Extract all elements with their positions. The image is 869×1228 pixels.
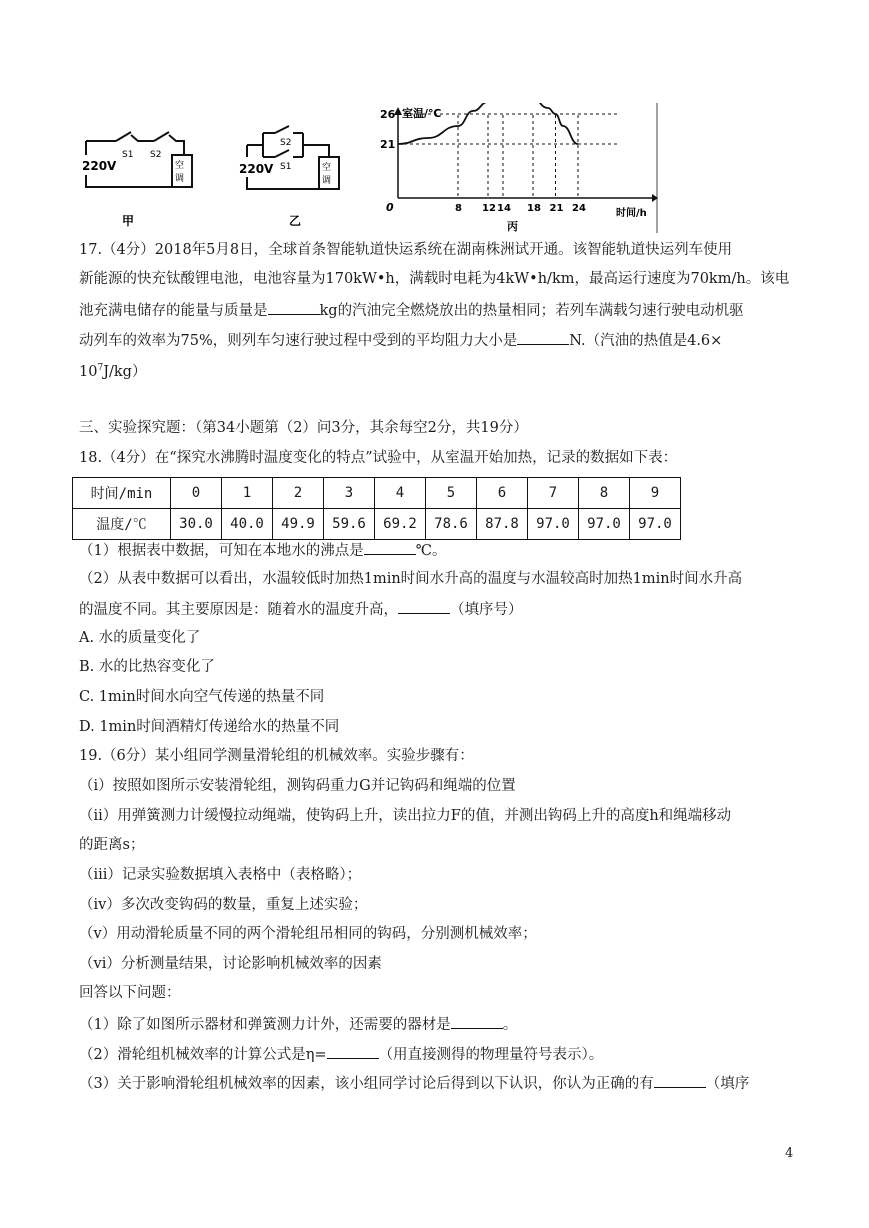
q19-answer-blank-3[interactable] bbox=[654, 1072, 706, 1088]
x-tick-label: 8 bbox=[455, 203, 462, 214]
q19-step-4: （iv）多次改变钩码的数量，重复上述实验； bbox=[79, 897, 368, 913]
page-number: 4 bbox=[785, 1146, 794, 1161]
jia-voltage: 220V bbox=[82, 159, 117, 173]
q19-answer-1 bbox=[79, 1013, 517, 1035]
q17-line2: 新能源的快充钛酸锂电池，电池容量为170kW•h，满载时电耗为4kW•h/km，最高运行速度为70km/h。该电 bbox=[79, 271, 790, 287]
svg-text:空: 空 bbox=[175, 161, 185, 171]
q18-part2-line2 bbox=[79, 598, 523, 620]
q17-line1: 17.（4分）2018年5月8日，全球首条智能轨道快运系统在湖南株洲试开通。该智能轨道快运列车使用 bbox=[79, 242, 733, 258]
svg-text:空: 空 bbox=[322, 163, 332, 173]
table-cell: 59.6 bbox=[324, 509, 375, 540]
table-cell: 40.0 bbox=[222, 509, 273, 540]
q19-answer-2-text: （2）滑轮组机械效率的计算公式是η= bbox=[79, 1047, 327, 1063]
q18-answer-blank-2[interactable] bbox=[398, 598, 450, 614]
q19-answer-1-end: 。 bbox=[502, 1017, 518, 1033]
figure-bing-chart bbox=[380, 103, 660, 233]
table-cell: 8 bbox=[579, 478, 630, 509]
q18-part2-hint: （填序号） bbox=[450, 602, 523, 618]
q19-intro: 19.（6分）某小组同学测量滑轮组的机械效率。实验步骤有： bbox=[79, 748, 474, 764]
q17-answer-blank-1[interactable] bbox=[268, 299, 320, 315]
q17-line5-unit: J/kg） bbox=[103, 363, 147, 380]
table-row-temperature bbox=[73, 509, 681, 540]
table-cell: 30.0 bbox=[171, 509, 222, 540]
q18-option-d: D. 1min时间酒精灯传递给水的热量不同 bbox=[79, 719, 340, 735]
jia-caption: 甲 bbox=[122, 214, 135, 228]
q18-part2-line1: （2）从表中数据可以看出，水温较低时加热1min时间水升高的温度与水温较高时加热1min时间水升高 bbox=[79, 571, 743, 587]
bing-caption: 丙 bbox=[507, 220, 518, 233]
table-cell: 97.0 bbox=[579, 509, 630, 540]
figure-jia bbox=[76, 125, 206, 230]
q19-step-5: （v）用动滑轮质量不同的两个滑轮组吊相同的钩码，分别测机械效率； bbox=[79, 926, 537, 942]
q19-answer-blank-2[interactable] bbox=[327, 1043, 379, 1059]
table-cell: 7 bbox=[528, 478, 579, 509]
q17-line4 bbox=[79, 329, 722, 351]
x-tick-label: 12 bbox=[482, 203, 496, 214]
x-axis-label: 时间/h bbox=[616, 208, 647, 219]
q19-step-2: （ii）用弹簧测力计缓慢拉动绳端，使钩码上升，读出拉力F的值，并测出钩码上升的高度h和绳端移动 bbox=[79, 808, 732, 824]
q19-step-2-cont: 的距离s； bbox=[79, 837, 145, 853]
q18-part1 bbox=[79, 539, 446, 561]
x-tick-label: 18 bbox=[527, 203, 541, 214]
section3-heading: 三、实验探究题：（第34小题第（2）问3分，其余每空2分，共19分） bbox=[79, 420, 528, 436]
q19-answer-1-text: （1）除了如图所示器材和弹簧测力计外，还需要的器材是 bbox=[79, 1017, 451, 1033]
table-cell: 97.0 bbox=[630, 509, 681, 540]
q17-line3-text-a: 池充满电储存的能量与质量是 bbox=[79, 303, 268, 319]
table-row-time bbox=[73, 478, 681, 509]
y-axis-label: 室温/℃ bbox=[402, 107, 442, 120]
table-cell: 9 bbox=[630, 478, 681, 509]
yi-caption: 乙 bbox=[289, 214, 302, 228]
q19-step-6: （vi）分析测量结果，讨论影响机械效率的因素 bbox=[79, 956, 382, 972]
table-cell: 2 bbox=[273, 478, 324, 509]
q18-option-b: B. 水的比热容变化了 bbox=[79, 659, 215, 675]
q19-answer-3-hint: （填序 bbox=[705, 1076, 750, 1092]
q18-part2-text: 的温度不同。其主要原因是：随着水的温度升高， bbox=[79, 602, 398, 618]
yi-voltage: 220V bbox=[239, 162, 274, 176]
q17-line4-text-b: N.（汽油的热值是4.6× bbox=[569, 333, 723, 349]
origin-label: 0 bbox=[386, 201, 394, 214]
q17-line5-exponent: 7 bbox=[97, 363, 104, 373]
svg-text:调: 调 bbox=[175, 174, 185, 184]
x-tick-label: 14 bbox=[497, 203, 511, 214]
q19-answer-3 bbox=[79, 1072, 749, 1094]
table-cell: 5 bbox=[426, 478, 477, 509]
q17-line3 bbox=[79, 299, 744, 321]
q19-ask: 回答以下问题： bbox=[79, 985, 181, 1001]
table-cell: 0 bbox=[171, 478, 222, 509]
figure-yi bbox=[233, 125, 353, 230]
q17-answer-blank-2[interactable] bbox=[517, 329, 569, 345]
yi-s2-label: S2 bbox=[280, 138, 292, 148]
q19-step-3: （iii）记录实验数据填入表格中（表格略）； bbox=[79, 867, 362, 883]
q18-intro: 18.（4分）在“探究水沸腾时温度变化的特点”试验中，从室温开始加热，记录的数据如下表： bbox=[79, 450, 678, 466]
q18-data-table bbox=[72, 477, 681, 540]
q18-option-c: C. 1min时间水向空气传递的热量不同 bbox=[79, 689, 325, 705]
yi-s1-label: S1 bbox=[280, 162, 292, 172]
y-tick-label: 26 bbox=[380, 108, 396, 121]
x-tick-label: 24 bbox=[572, 203, 586, 214]
table-cell: 69.2 bbox=[375, 509, 426, 540]
q19-answer-2 bbox=[79, 1043, 603, 1065]
jia-s2-label: S2 bbox=[150, 150, 162, 160]
y-tick-label: 21 bbox=[380, 138, 396, 151]
table-header-time: 时间/min bbox=[73, 478, 171, 509]
q19-answer-2-hint: （用直接测得的物理量符号表示）。 bbox=[378, 1047, 604, 1063]
q17-line3-text-b: kg的汽油完全燃烧放出的热量相同；若列车满载匀速行驶电动机驱 bbox=[319, 303, 744, 319]
table-cell: 87.8 bbox=[477, 509, 528, 540]
q17-line5 bbox=[79, 358, 146, 382]
q19-answer-blank-1[interactable] bbox=[451, 1013, 503, 1029]
table-cell: 97.0 bbox=[528, 509, 579, 540]
table-cell: 49.9 bbox=[273, 509, 324, 540]
table-cell: 6 bbox=[477, 478, 528, 509]
q17-line5-base: 10 bbox=[79, 363, 98, 380]
q18-part1-unit: ℃。 bbox=[415, 543, 447, 559]
q19-step-1: （i）按照如图所示安装滑轮组，测钩码重力G并记钩码和绳端的位置 bbox=[79, 778, 516, 794]
q18-answer-blank-1[interactable] bbox=[364, 539, 416, 555]
table-cell: 3 bbox=[324, 478, 375, 509]
table-header-temperature: 温度/℃ bbox=[73, 509, 171, 540]
jia-s1-label: S1 bbox=[122, 150, 134, 160]
table-cell: 1 bbox=[222, 478, 273, 509]
q17-line4-text-a: 动列车的效率为75%，则列车匀速行驶过程中受到的平均阻力大小是 bbox=[79, 333, 518, 349]
q18-option-a: A. 水的质量变化了 bbox=[79, 630, 201, 646]
table-cell: 4 bbox=[375, 478, 426, 509]
x-tick-label: 21 bbox=[549, 203, 564, 214]
q18-part1-text: （1）根据表中数据，可知在本地水的沸点是 bbox=[79, 543, 364, 559]
q19-answer-3-text: （3）关于影响滑轮组机械效率的因素，该小组同学讨论后得到以下认识，你认为正确的有 bbox=[79, 1076, 654, 1092]
svg-text:调: 调 bbox=[322, 176, 332, 186]
table-cell: 78.6 bbox=[426, 509, 477, 540]
